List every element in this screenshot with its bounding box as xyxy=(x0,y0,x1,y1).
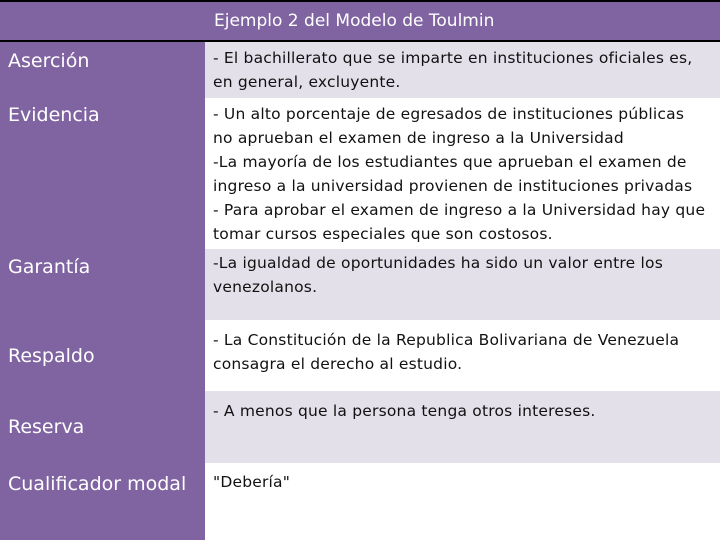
row-text-asercion: - El bachillerato que se imparte en instituciones oficiales es, en general, excluyente. xyxy=(205,42,720,98)
row-text-cualificador-modal: "Debería" xyxy=(205,463,720,540)
row-label-garantia: Garantía xyxy=(0,249,205,320)
row-label-cualificador-modal: Cualificador modal xyxy=(0,463,205,540)
row-text-reserva: - A menos que la persona tenga otros intereses. xyxy=(205,391,720,463)
table-title: Ejemplo 2 del Modelo de Toulmin xyxy=(0,0,720,42)
row-label-evidencia: Evidencia xyxy=(0,98,205,249)
row-text-respaldo: - La Constitución de la Republica Bolivariana de Venezuela consagra el derecho al estudio. xyxy=(205,320,720,391)
row-label-asercion: Aserción xyxy=(0,42,205,98)
row-label-reserva: Reserva xyxy=(0,391,205,463)
row-label-respaldo: Respaldo xyxy=(0,320,205,391)
row-text-evidencia: - Un alto porcentaje de egresados de instituciones públicas no aprueban el examen de ingreso a la Universidad -La mayoría de los estudiantes que aprueban el examen de ingreso a la universidad provienen de instituciones privadas - Para aprobar el examen de ingreso a la Universidad hay que tomar cursos especiales que son costosos. xyxy=(205,98,720,249)
row-text-garantia: -La igualdad de oportunidades ha sido un valor entre los venezolanos. xyxy=(205,249,720,320)
